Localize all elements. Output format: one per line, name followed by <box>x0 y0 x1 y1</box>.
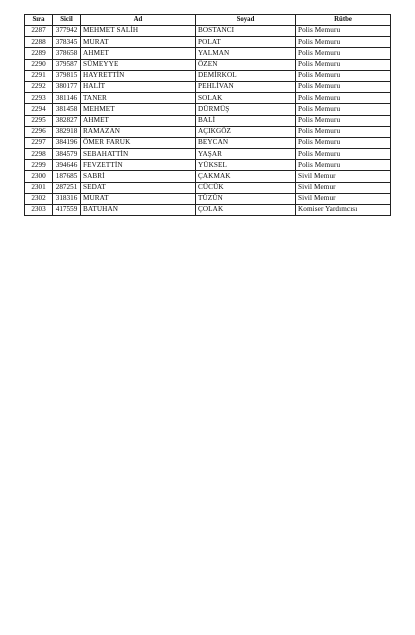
header-sira: Sıra <box>25 15 53 26</box>
cell-rutbe: Polis Memuru <box>296 59 391 70</box>
cell-soyad: SOLAK <box>196 93 296 104</box>
cell-ad: MEHMET SALİH <box>81 26 196 37</box>
cell-soyad: BOSTANCI <box>196 26 296 37</box>
cell-rutbe: Sivil Memur <box>296 193 391 204</box>
cell-sicil: 382918 <box>53 126 81 137</box>
cell-sira: 2303 <box>25 205 53 216</box>
cell-ad: HAYRETTİN <box>81 70 196 81</box>
cell-rutbe: Sivil Memur <box>296 182 391 193</box>
cell-sira: 2287 <box>25 26 53 37</box>
cell-soyad: TÜZÜN <box>196 193 296 204</box>
cell-soyad: ÇOLAK <box>196 205 296 216</box>
table-row <box>25 70 391 81</box>
cell-sicil: 417559 <box>53 205 81 216</box>
cell-sira: 2297 <box>25 137 53 148</box>
table-row <box>25 182 391 193</box>
header-rutbe: Rütbe <box>296 15 391 26</box>
table-row <box>25 126 391 137</box>
cell-ad: SABRİ <box>81 171 196 182</box>
cell-sicil: 378658 <box>53 48 81 59</box>
cell-ad: FEVZETTİN <box>81 160 196 171</box>
cell-sicil: 384579 <box>53 149 81 160</box>
cell-sira: 2300 <box>25 171 53 182</box>
header-soyad: Soyad <box>196 15 296 26</box>
cell-soyad: YÜKSEL <box>196 160 296 171</box>
table-row <box>25 26 391 37</box>
cell-sira: 2292 <box>25 81 53 92</box>
cell-sicil: 187685 <box>53 171 81 182</box>
cell-ad: RAMAZAN <box>81 126 196 137</box>
table-row <box>25 160 391 171</box>
cell-soyad: ÇAKMAK <box>196 171 296 182</box>
cell-soyad: YALMAN <box>196 48 296 59</box>
cell-soyad: CÜCÜK <box>196 182 296 193</box>
cell-ad: SEDAT <box>81 182 196 193</box>
cell-sira: 2299 <box>25 160 53 171</box>
cell-sira: 2294 <box>25 104 53 115</box>
cell-sicil: 381146 <box>53 93 81 104</box>
cell-sicil: 381458 <box>53 104 81 115</box>
cell-rutbe: Polis Memuru <box>296 137 391 148</box>
cell-soyad: DEMİRKOL <box>196 70 296 81</box>
table-row <box>25 137 391 148</box>
cell-sicil: 380177 <box>53 81 81 92</box>
cell-ad: SÜMEYYE <box>81 59 196 70</box>
cell-soyad: ÖZEN <box>196 59 296 70</box>
cell-ad: SEBAHATTİN <box>81 149 196 160</box>
cell-rutbe: Polis Memuru <box>296 104 391 115</box>
table-row <box>25 149 391 160</box>
cell-rutbe: Polis Memuru <box>296 70 391 81</box>
cell-ad: MURAT <box>81 193 196 204</box>
table-row <box>25 59 391 70</box>
cell-sicil: 394646 <box>53 160 81 171</box>
table-row <box>25 115 391 126</box>
cell-rutbe: Polis Memuru <box>296 160 391 171</box>
table-header <box>25 15 391 26</box>
cell-ad: HALİT <box>81 81 196 92</box>
cell-rutbe: Sivil Memur <box>296 171 391 182</box>
cell-rutbe: Polis Memuru <box>296 26 391 37</box>
table-row <box>25 81 391 92</box>
cell-sicil: 378345 <box>53 37 81 48</box>
cell-sira: 2291 <box>25 70 53 81</box>
cell-soyad: PEHLİVAN <box>196 81 296 92</box>
cell-soyad: YAŞAR <box>196 149 296 160</box>
cell-sira: 2296 <box>25 126 53 137</box>
table-row <box>25 48 391 59</box>
cell-rutbe: Polis Memuru <box>296 93 391 104</box>
header-row <box>25 15 391 26</box>
cell-sicil: 382827 <box>53 115 81 126</box>
cell-sira: 2298 <box>25 149 53 160</box>
cell-sira: 2290 <box>25 59 53 70</box>
table-row <box>25 171 391 182</box>
cell-sira: 2288 <box>25 37 53 48</box>
cell-sicil: 287251 <box>53 182 81 193</box>
cell-rutbe: Polis Memuru <box>296 126 391 137</box>
table-row <box>25 193 391 204</box>
cell-sicil: 379815 <box>53 70 81 81</box>
cell-ad: MEHMET <box>81 104 196 115</box>
cell-rutbe: Polis Memuru <box>296 115 391 126</box>
cell-rutbe: Polis Memuru <box>296 37 391 48</box>
cell-ad: AHMET <box>81 115 196 126</box>
cell-ad: TANER <box>81 93 196 104</box>
table-row <box>25 205 391 216</box>
table-row <box>25 37 391 48</box>
cell-sicil: 377942 <box>53 26 81 37</box>
header-sicil: Sicil <box>53 15 81 26</box>
cell-soyad: BALİ <box>196 115 296 126</box>
cell-rutbe: Polis Memuru <box>296 149 391 160</box>
cell-sicil: 384196 <box>53 137 81 148</box>
table-row <box>25 93 391 104</box>
cell-soyad: BEYCAN <box>196 137 296 148</box>
cell-rutbe: Polis Memuru <box>296 81 391 92</box>
cell-ad: ÖMER FARUK <box>81 137 196 148</box>
cell-ad: MURAT <box>81 37 196 48</box>
cell-sira: 2289 <box>25 48 53 59</box>
cell-sira: 2302 <box>25 193 53 204</box>
cell-sicil: 379587 <box>53 59 81 70</box>
cell-soyad: POLAT <box>196 37 296 48</box>
cell-rutbe: Polis Memuru <box>296 48 391 59</box>
cell-soyad: AÇIKGÖZ <box>196 126 296 137</box>
cell-sira: 2293 <box>25 93 53 104</box>
table-row <box>25 104 391 115</box>
cell-soyad: DÜRMÜŞ <box>196 104 296 115</box>
cell-rutbe: Komiser Yardımcısı <box>296 205 391 216</box>
cell-sira: 2295 <box>25 115 53 126</box>
cell-ad: BATUHAN <box>81 205 196 216</box>
cell-sira: 2301 <box>25 182 53 193</box>
header-ad: Ad <box>81 15 196 26</box>
personnel-table <box>24 14 391 216</box>
table-body <box>25 26 391 216</box>
cell-ad: AHMET <box>81 48 196 59</box>
cell-sicil: 318316 <box>53 193 81 204</box>
